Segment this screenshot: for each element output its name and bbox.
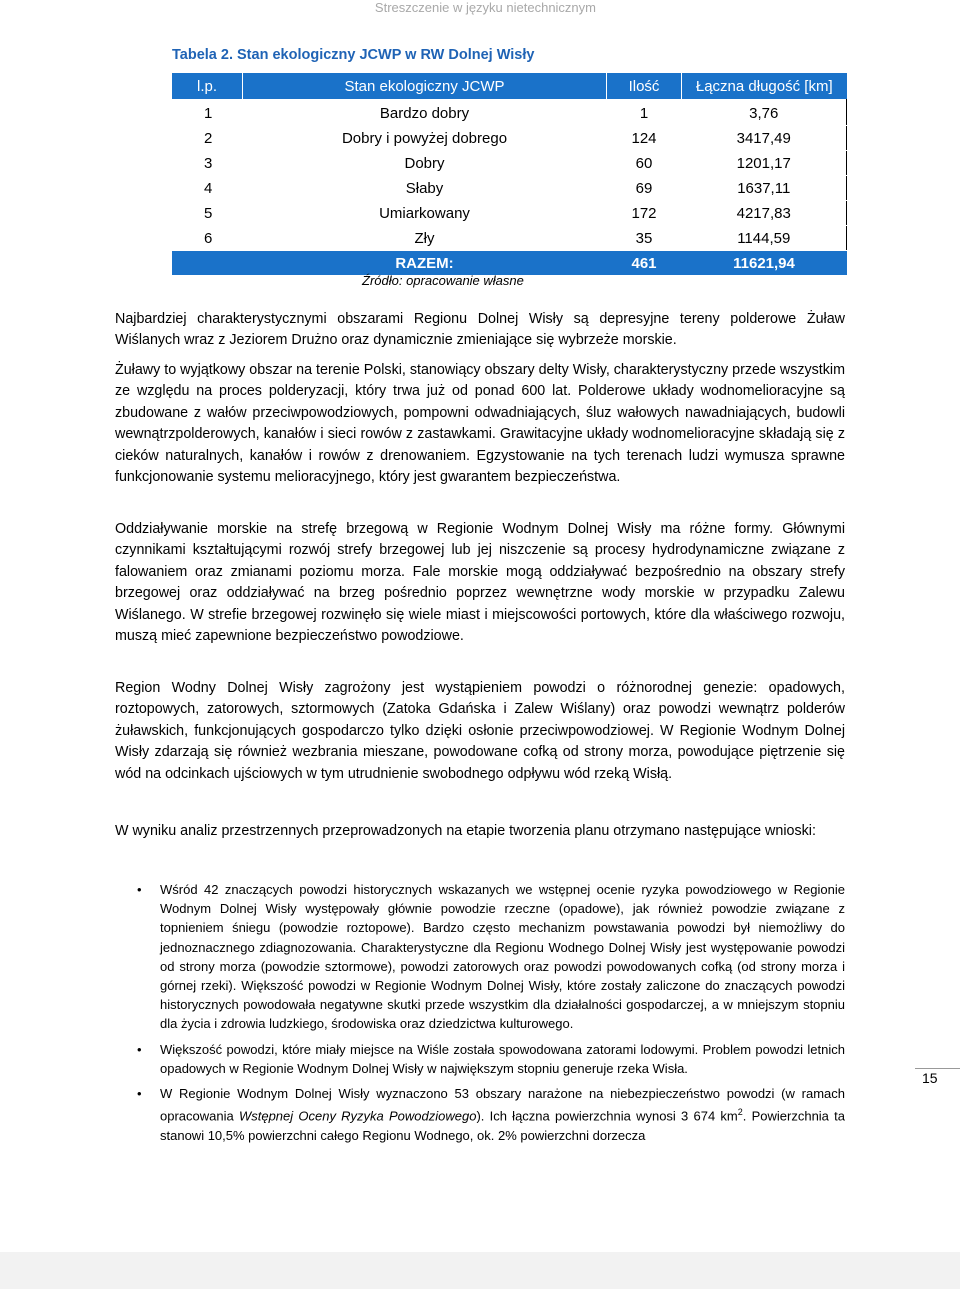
- table-row: [172, 151, 847, 176]
- cell-status: Bardzo dobry: [243, 99, 607, 126]
- cell-lp: 4: [172, 176, 243, 201]
- table-row: [172, 226, 847, 251]
- column-header-lp: l.p.: [172, 73, 243, 99]
- cell-lp: 2: [172, 126, 243, 151]
- cell-total-length: 11621,94: [682, 251, 847, 276]
- bullet-icon: •: [137, 1041, 142, 1057]
- column-header-status: Stan ekologiczny JCWP: [243, 73, 607, 99]
- cell-count: 60: [607, 151, 682, 176]
- list-item: [115, 1040, 845, 1078]
- cell-count: 172: [607, 201, 682, 226]
- table-total-row: [172, 251, 847, 276]
- paragraph: Oddziaływanie morskie na strefę brzegową w Regionie Wodnym Dolnej Wisły ma różne formy. Głównymi czynnikami kształtującymi rozwój strefy brzegowej lub jej niszczenie są procesy hydrodynamiczne związane z falowaniem oraz zmianami poziomu morza. Fale morskie mogą oddziaływać bezpośrednio na obszary strefy brzegowej oraz oddziaływać na brzeg pośrednio poprzez wewnętrzne wody morskie w przypadku Zalewu Wiślanego. W strefie brzegowej rozwinęło się wiele miast i miejscowości portowych, które dla właściwego rozwoju, muszą mieć zapewnione bezpieczeństwo powodziowe.: [115, 521, 845, 645]
- cell-length: 4217,83: [682, 201, 847, 226]
- cell-lp: 5: [172, 201, 243, 226]
- cell-status: Słaby: [243, 176, 607, 201]
- cell-total-label: RAZEM:: [243, 251, 607, 276]
- list-item-text: ). Ich łączna powierzchnia wynosi 3 674 km: [476, 1108, 738, 1124]
- table-row: [172, 99, 847, 126]
- cell-status: Dobry i powyżej dobrego: [243, 126, 607, 151]
- cell-status: Umiarkowany: [243, 201, 607, 226]
- table-row: [172, 126, 847, 151]
- cell-lp: 6: [172, 226, 243, 251]
- cell-total-count: 461: [607, 251, 682, 276]
- list-item: [115, 1084, 845, 1145]
- cell-length: 3417,49: [682, 126, 847, 151]
- cell-length: 3,76: [682, 99, 847, 126]
- list-item-text: . Powierzchnia ta stanowi 10,5% powierzchni całego Regionu Wodnego, ok. 2% powierzchni dorzecza: [160, 1108, 845, 1143]
- page-bottom-bar: [0, 1252, 960, 1289]
- cell-length: 1144,59: [682, 226, 847, 251]
- list-item-text: W Regionie Wodnym Dolnej Wisły wyznaczono 53 obszary narażone na niebezpieczeństwo powodzi (w ramach opracowania: [160, 1086, 845, 1124]
- table-row: [172, 201, 847, 226]
- cell-count: 35: [607, 226, 682, 251]
- conclusions-list: [115, 880, 845, 1151]
- table-row: [172, 176, 847, 201]
- paragraph: W wyniku analiz przestrzennych przeprowadzonych na etapie tworzenia planu otrzymano następujące wnioski:: [115, 823, 816, 839]
- page-number-rule: [915, 1068, 960, 1069]
- page-number: 15: [922, 1070, 938, 1086]
- ecological-status-table: [172, 73, 847, 276]
- paragraph: Najbardziej charakterystycznymi obszarami Regionu Dolnej Wisły są depresyjne tereny polderowe Żuław Wiślanych wraz z Jeziorem Drużno oraz dynamicznie zmieniające się wybrzeże morskie.: [115, 311, 845, 349]
- cell-count: 1: [607, 99, 682, 126]
- table-header-row: [172, 73, 847, 99]
- cell-status: Dobry: [243, 151, 607, 176]
- cell-count: 124: [607, 126, 682, 151]
- list-item-text: Większość powodzi, które miały miejsce na Wiśle została spowodowana zatorami lodowymi. Problem powodzi letnich opadowych w Regionie Wodnym Dolnej Wisły w największym stopniu generuje rzeka Wisła.: [160, 1041, 845, 1076]
- bullet-icon: •: [137, 882, 142, 897]
- column-header-count: Ilość: [607, 73, 682, 99]
- running-header: Streszczenie w języku nietechnicznym: [374, 0, 596, 15]
- cell-status: Zły: [243, 226, 607, 251]
- paragraph: Żuławy to wyjątkowy obszar na terenie Polski, stanowiący obszary delty Wisły, charakterystyczny przede wszystkim ze względu na proces polderyzacji, który trwa już od ponad 600 lat. Polderowe układy wodnomelioracyjne są zbudowane z wałów przeciwpowodziowych, pompowni odwadniających, śluz wałowych nawadniających, budowli wewnątrzpolderowych, kanałów i sieci rowów z zastawkami. Grawitacyjne układy wodnomelioracyjne składają się z cieków naturalnych, kanałów i rowów z drenowaniem. Egzystowanie na tych terenach ludzi wymusza sprawne funkcjonowanie systemu melioracyjnego, który jest gwarantem bezpieczeństwa.: [115, 362, 845, 486]
- column-header-length: Łączna długość [km]: [682, 73, 847, 99]
- table-caption: Tabela 2. Stan ekologiczny JCWP w RW Dolnej Wisły: [172, 47, 535, 63]
- list-item: [115, 880, 845, 1034]
- cell-total-spacer: [172, 251, 243, 276]
- cell-count: 69: [607, 176, 682, 201]
- table-source-note: Źródło: opracowanie własne: [362, 273, 524, 288]
- cell-lp: 3: [172, 151, 243, 176]
- cell-length: 1637,11: [682, 176, 847, 201]
- paragraph: Region Wodny Dolnej Wisły zagrożony jest wystąpieniem powodzi o różnorodnej genezie: opadowych, roztopowych, zatorowych, sztormowych (Zatoka Gdańska i Zalew Wiślany) oraz powodzi wewnątrz polderów żuławskich, funkcjonujących gospodarczo tylko dzięki osłonie przeciwpowodziowej. W Regionie Wodnym Dolnej Wisły zdarzają się również wezbrania mieszane, powodowane cofką od strony morza, powodujące piętrzenie się wód na odcinkach ujściowych w tym utrudnienie swobodnego odpływu wód rzeką Wisłą.: [115, 680, 845, 782]
- cell-length: 1201,17: [682, 151, 847, 176]
- list-item-text: Wśród 42 znaczących powodzi historycznych wskazanych we wstępnej ocenie ryzyka powodziowego w Regionie Wodnym Dolnej Wisły występowały głównie powodzie rzeczne (opadowe), jak również powodzie związane z topnieniem śniegu (powodzie roztopowe). Bardzo często mechanizm powstawania powodzi był niemożliwy do jednoznacznego zdiagnozowania. Charakterystyczne dla Regionu Wodnego Dolnej Wisły jest występowanie powodzi od strony morza (powodzie sztormowe), powodzi zatorowych oraz powodzi powodowanych cofką (od strony morza i górnej rzeki). Większość powodzi w Regionie Wodnym Dolnej Wisły, które zostały zaliczone do znaczących powodzi historycznych powodowała negatywne skutki przede wszystkim dla działalności gospodarczej, a w mniejszym stopniu dla życia i zdrowia ludzkiego, środowiska oraz dziedzictwa kulturowego.: [160, 882, 845, 1032]
- bullet-icon: •: [137, 1086, 142, 1102]
- list-item-italic-title: Wstępnej Oceny Ryzyka Powodziowego: [238, 1108, 477, 1124]
- cell-lp: 1: [172, 99, 243, 126]
- superscript: 2: [737, 1107, 743, 1118]
